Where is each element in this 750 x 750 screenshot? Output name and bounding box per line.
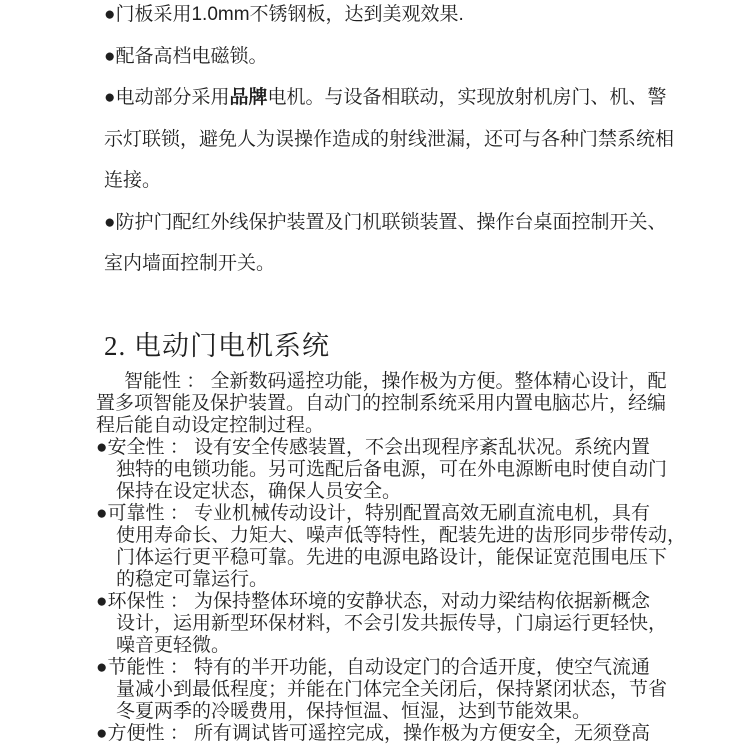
bullet-line: ●环保性 ： 为保持整体环境的安静状态，对动力梁结构依据新概念 (96, 590, 651, 612)
bullet-line (104, 77, 740, 119)
continuation-line: 使用寿命长、力矩大、噪声低等特性，配装先进的齿形同步带传动， (116, 524, 687, 546)
door-features-bullet-list (104, 0, 740, 285)
bullet-line: ●门板采用1.0mm不锈钢板，达到美观效果. (104, 4, 464, 25)
continuation-line: 独特的电锁功能。另可选配后备电源，可在外电源断电时使自动门 (116, 458, 668, 480)
paragraph-first-line: 智能性 ： 全新数码遥控功能，操作极为方便。整体精心设计，配 (124, 370, 667, 392)
continuation-line: 设计，运用新型环保材料，不会引发共振传导，门扇运行更轻快， (116, 612, 668, 634)
continuation-line: 程后能自动设定控制过程。 (96, 414, 325, 436)
text-segment-bold: 品牌 (229, 87, 268, 108)
text-segment: 电机。与设备相联动，实现放射机房门、机、警 (267, 87, 667, 108)
continuation-line: 示灯联锁，避免人为误操作造成的射线泄漏，还可与各种门禁系统相 (104, 128, 675, 150)
bullet-line: ●防护门配红外线保护装置及门机联锁装置、操作台桌面控制开关、 (104, 211, 667, 233)
bullet-line: ●配备高档电磁锁。 (104, 45, 268, 67)
continuation-line: 连接。 (104, 170, 162, 191)
text-segment: ●电动部分采用 (104, 87, 230, 108)
continuation-line: 的稳定可靠运行。 (116, 568, 269, 590)
continuation-line: 量减小到最低程度；并能在门体完全关闭后，保持紧闭状态，节省 (116, 678, 668, 700)
continuation-line: 保持在设定状态，确保人员安全。 (116, 480, 402, 502)
continuation-line: 噪音更轻微。 (116, 634, 231, 656)
bullet-line: ●可靠性 ： 专业机械传动设计，特别配置高效无刷直流电机，具有 (96, 502, 651, 524)
bullet-line: ●节能性 ： 特有的半开功能，自动设定门的合适开度，使空气流通 (96, 656, 651, 678)
section-heading: 2. 电动门电机系统 (104, 330, 330, 361)
continuation-line: 室内墙面控制开关。 (104, 253, 276, 274)
motor-system-feature-list (96, 371, 740, 745)
continuation-line: 置多项智能及保护装置。自动门的控制系统采用内置电脑芯片，经编 (96, 392, 667, 414)
continuation-line: 冬夏两季的冷暖费用，保持恒温、恒湿，达到节能效果。 (116, 700, 592, 722)
continuation-line: 门体运行更平稳可靠。先进的电源电路设计，能保证宽范围电压下 (116, 546, 668, 568)
bullet-line: ●方便性 ： 所有调试皆可遥控完成，操作极为方便安全，无须登高 (96, 722, 651, 744)
bullet-line: ●安全性 ： 设有安全传感装置，不会出现程序紊乱状况。系统内置 (96, 436, 651, 458)
